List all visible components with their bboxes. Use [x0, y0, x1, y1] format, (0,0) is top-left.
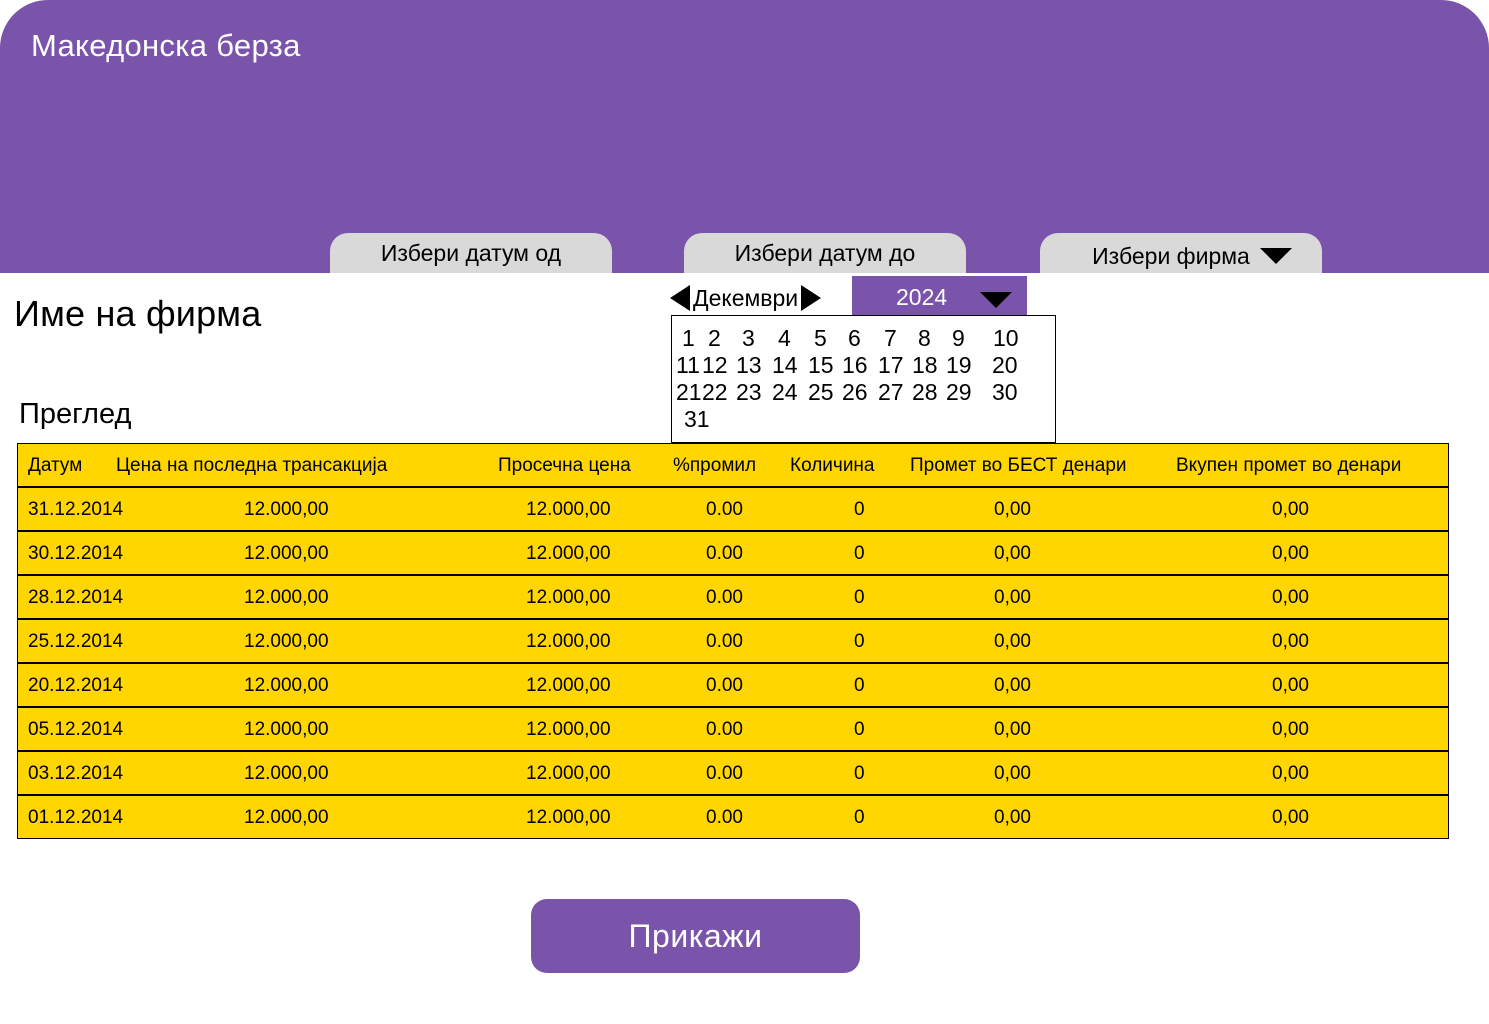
table-cell: 0.00 [706, 719, 743, 740]
table-cell: 0 [854, 675, 865, 696]
prev-month-icon[interactable] [670, 285, 690, 311]
table-cell: 12.000,00 [244, 675, 329, 696]
table-cell: 12.000,00 [526, 631, 611, 652]
calendar-month-label: Декември [693, 284, 799, 311]
table-row[interactable] [18, 576, 1448, 620]
calendar-day[interactable]: 4 [778, 325, 791, 351]
calendar-day[interactable]: 22 [702, 379, 728, 405]
tab-date-from[interactable] [330, 233, 612, 273]
chevron-down-icon [1260, 248, 1292, 264]
table-cell: 0,00 [994, 719, 1031, 740]
calendar-day[interactable]: 9 [952, 325, 965, 351]
table-cell: 12.000,00 [526, 719, 611, 740]
table-cell: 0 [854, 807, 865, 828]
overview-heading: Преглед [19, 398, 132, 430]
calendar-day[interactable]: 21 [676, 379, 702, 405]
table-cell: 12.000,00 [244, 587, 329, 608]
calendar-day[interactable]: 31 [684, 406, 710, 432]
calendar-day[interactable]: 2 [708, 325, 721, 351]
column-header[interactable]: Датум [28, 455, 83, 476]
table-cell: 03.12.2014 [28, 763, 124, 784]
table-cell: 12.000,00 [526, 543, 611, 564]
calendar-day[interactable]: 1 [682, 325, 695, 351]
calendar-day[interactable]: 27 [878, 379, 904, 405]
calendar-day[interactable]: 23 [736, 379, 762, 405]
calendar-day[interactable]: 29 [946, 379, 972, 405]
calendar-day[interactable]: 30 [992, 379, 1018, 405]
year-value: 2024 [896, 284, 948, 310]
table-cell: 0,00 [994, 807, 1031, 828]
calendar-day[interactable]: 15 [808, 352, 834, 378]
table-cell: 12.000,00 [526, 675, 611, 696]
table-cell: 0,00 [994, 499, 1031, 520]
calendar-day[interactable]: 3 [742, 325, 755, 351]
table-cell: 25.12.2014 [28, 631, 124, 652]
table-cell: 0,00 [1272, 631, 1309, 652]
calendar-day[interactable]: 24 [772, 379, 798, 405]
calendar-days-grid [671, 315, 1056, 443]
history-table [17, 443, 1449, 839]
table-cell: 12.000,00 [244, 763, 329, 784]
calendar-day[interactable]: 6 [848, 325, 861, 351]
table-cell: 0.00 [706, 587, 743, 608]
table-cell: 0 [854, 543, 865, 564]
app-title: Македонска берза [31, 28, 301, 63]
table-cell: 12.000,00 [244, 807, 329, 828]
table-cell: 12.000,00 [526, 807, 611, 828]
calendar-month-nav [670, 282, 821, 314]
calendar-day[interactable]: 8 [918, 325, 931, 351]
table-cell: 30.12.2014 [28, 543, 124, 564]
table-cell: 0.00 [706, 675, 743, 696]
table-cell: 0.00 [706, 631, 743, 652]
table-cell: 0 [854, 499, 865, 520]
column-header[interactable]: Просечна цена [498, 455, 631, 476]
header-bar [0, 0, 1489, 273]
table-cell: 28.12.2014 [28, 587, 124, 608]
table-cell: 0 [854, 719, 865, 740]
table-cell: 0,00 [1272, 675, 1309, 696]
column-header[interactable]: %промил [673, 455, 757, 476]
table-cell: 12.000,00 [244, 543, 329, 564]
calendar-day[interactable]: 7 [884, 325, 897, 351]
table-cell: 31.12.2014 [28, 499, 124, 520]
table-cell: 0.00 [706, 763, 743, 784]
calendar-day[interactable]: 16 [842, 352, 868, 378]
calendar-day[interactable]: 25 [808, 379, 834, 405]
table-cell: 0 [854, 587, 865, 608]
calendar-day[interactable]: 18 [912, 352, 938, 378]
column-header[interactable]: Вкупен промет во денари [1176, 455, 1402, 476]
table-row[interactable] [18, 664, 1448, 708]
tab-date-to[interactable] [684, 233, 966, 273]
table-cell: 0,00 [994, 543, 1031, 564]
calendar-day[interactable]: 13 [736, 352, 762, 378]
table-cell: 12.000,00 [526, 587, 611, 608]
table-cell: 12.000,00 [244, 631, 329, 652]
table-row[interactable] [18, 796, 1448, 840]
table-cell: 01.12.2014 [28, 807, 124, 828]
table-cell: 0,00 [1272, 587, 1309, 608]
table-row[interactable] [18, 488, 1448, 532]
show-button[interactable] [531, 899, 860, 973]
table-cell: 12.000,00 [244, 499, 329, 520]
table-cell: 0,00 [994, 763, 1031, 784]
calendar-day[interactable]: 10 [993, 325, 1019, 351]
table-cell: 05.12.2014 [28, 719, 124, 740]
table-cell: 0,00 [1272, 719, 1309, 740]
calendar-day[interactable]: 26 [842, 379, 868, 405]
calendar-day[interactable]: 11 [676, 352, 700, 378]
column-header[interactable]: Цена на последна трансакција [116, 455, 388, 476]
table-cell: 0,00 [1272, 763, 1309, 784]
table-cell: 0.00 [706, 499, 743, 520]
next-month-icon[interactable] [801, 285, 821, 311]
calendar-day[interactable]: 28 [912, 379, 938, 405]
table-row[interactable] [18, 708, 1448, 752]
table-cell: 0,00 [1272, 543, 1309, 564]
table-cell: 0 [854, 763, 865, 784]
firm-select-label: Избери фирма [1092, 242, 1250, 269]
calendar-day[interactable]: 17 [878, 352, 904, 378]
chevron-down-icon [980, 292, 1012, 308]
show-button-label: Прикажи [628, 917, 763, 954]
firm-select-dropdown[interactable] [1040, 233, 1322, 273]
table-cell: 0,00 [994, 587, 1031, 608]
calendar-day[interactable]: 14 [772, 352, 798, 378]
table-cell: 20.12.2014 [28, 675, 124, 696]
table-cell: 0.00 [706, 807, 743, 828]
table-cell: 0,00 [1272, 807, 1309, 828]
table-cell: 12.000,00 [244, 719, 329, 740]
tab-date-to-label: Избери датум до [734, 239, 916, 266]
table-header-row [18, 444, 1448, 488]
table-cell: 0,00 [994, 631, 1031, 652]
table-cell: 0 [854, 631, 865, 652]
table-row[interactable] [18, 620, 1448, 664]
calendar-day[interactable]: 19 [946, 352, 972, 378]
calendar-day[interactable]: 5 [814, 325, 827, 351]
column-header[interactable]: Количина [790, 455, 875, 476]
table-cell: 0.00 [706, 543, 743, 564]
table-row[interactable] [18, 752, 1448, 796]
table-cell: 12.000,00 [526, 499, 611, 520]
tab-date-from-label: Избери датум од [380, 239, 562, 266]
year-select[interactable] [852, 276, 1027, 316]
table-cell: 0,00 [994, 675, 1031, 696]
table-cell: 12.000,00 [526, 763, 611, 784]
firm-name-heading: Име на фирма [14, 293, 262, 334]
column-header[interactable]: Промет во БЕСТ денари [910, 455, 1127, 476]
table-cell: 0,00 [1272, 499, 1309, 520]
table-row[interactable] [18, 532, 1448, 576]
calendar-day[interactable]: 20 [992, 352, 1018, 378]
calendar-day[interactable]: 12 [702, 352, 728, 378]
